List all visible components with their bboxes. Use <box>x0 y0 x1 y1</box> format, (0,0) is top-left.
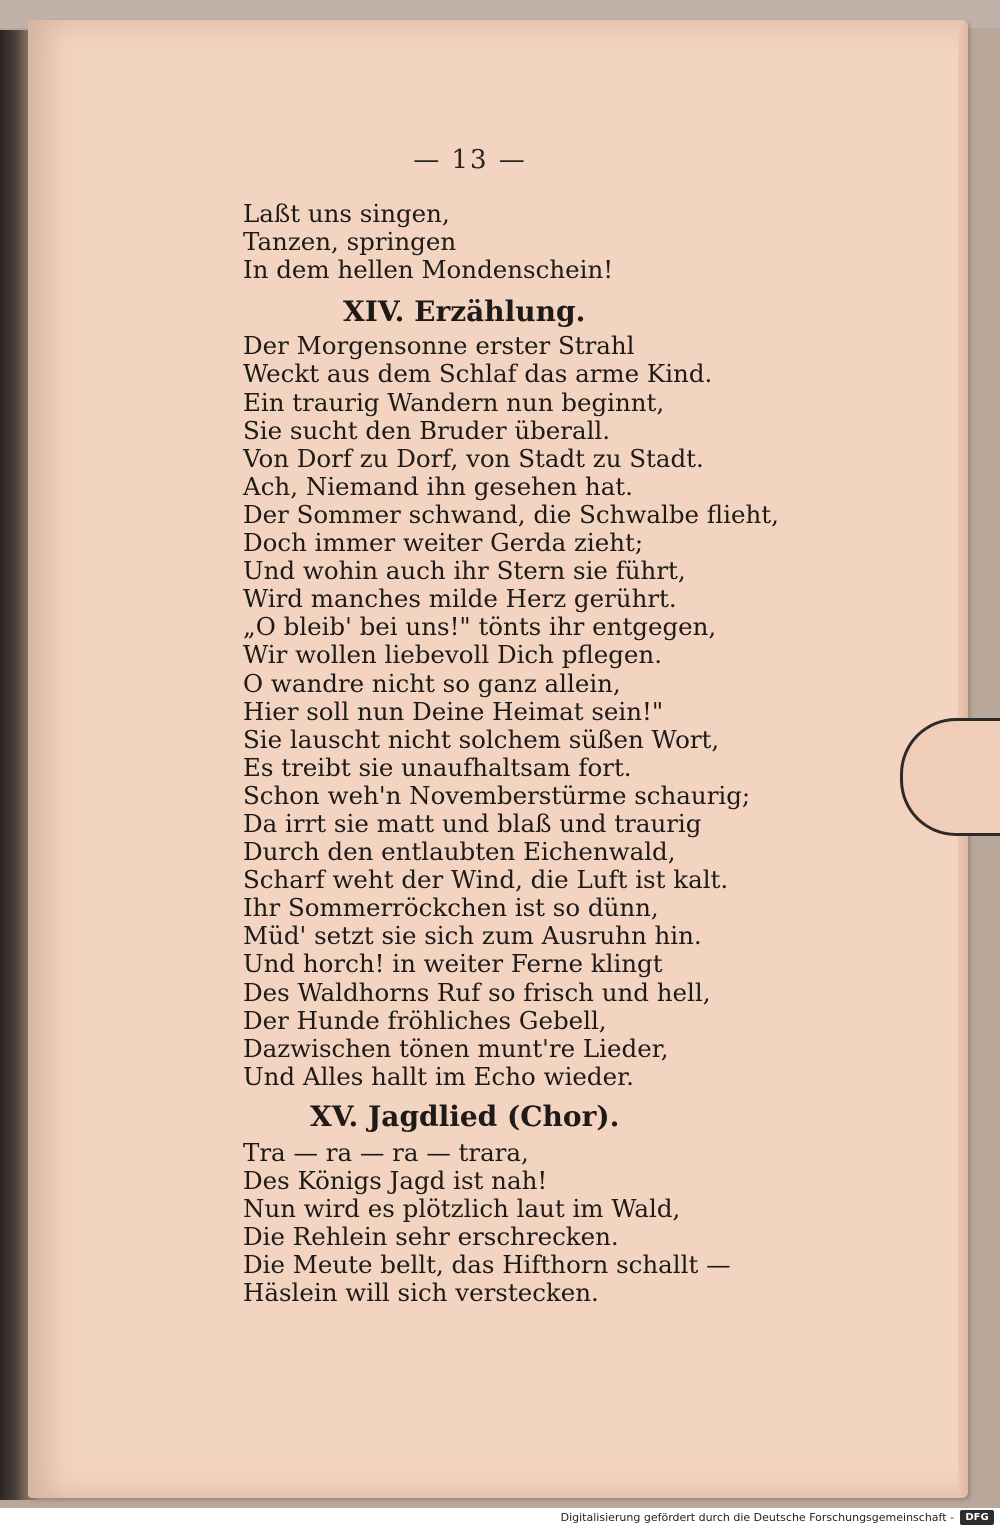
verse-line: In dem hellen Mondenschein! <box>243 255 614 285</box>
verse-line: Sie lauscht nicht solchem süßen Wort, <box>243 724 720 754</box>
verse-line: Tanzen, springen <box>243 227 457 257</box>
funding-credit: Digitalisierung gefördert durch die Deutsche Forschungsgemeinschaft - <box>560 1511 954 1524</box>
verse-line: O wandre nicht so ganz allein, <box>243 668 621 698</box>
verse-line: Ach, Niemand ihn gesehen hat. <box>243 471 633 501</box>
verse-line: Der Sommer schwand, die Schwalbe flieht, <box>243 499 779 529</box>
verse-line: Sie sucht den Bruder überall. <box>243 415 611 445</box>
verse-line: Da irrt sie matt und blaß und traurig <box>243 808 702 838</box>
verse-line: Der Hunde fröhliches Gebell, <box>243 1005 607 1035</box>
poem-text <box>243 200 803 1308</box>
verse-line: Nun wird es plötzlich laut im Wald, <box>243 1194 681 1224</box>
verse-line: Die Meute bellt, das Hifthorn schallt — <box>243 1250 731 1280</box>
verse-line: „O bleib' bei uns!" tönts ihr entgegen, <box>243 612 717 642</box>
page-number: — 13 — <box>413 145 527 175</box>
verse-line: Scharf weht der Wind, die Luft ist kalt. <box>243 865 729 895</box>
page-clip <box>900 718 1000 836</box>
verse-line: Häslein will sich verstecken. <box>243 1278 599 1308</box>
verse-line: Der Morgensonne erster Strahl <box>243 331 635 361</box>
verse-line: Dazwischen tönen munt're Lieder, <box>243 1033 669 1063</box>
dfg-logo-icon: DFG <box>960 1510 994 1525</box>
verse-line: Wird manches milde Herz gerührt. <box>243 584 677 614</box>
verse-line: Wir wollen liebevoll Dich pflegen. <box>243 640 662 670</box>
verse-line: Es treibt sie unaufhaltsam fort. <box>243 752 632 782</box>
verse-line: Durch den entlaubten Eichenwald, <box>243 837 676 867</box>
verse-line: Müd' setzt sie sich zum Ausruhn hin. <box>243 921 702 951</box>
verse-line: Tra — ra — ra — trara, <box>243 1138 529 1167</box>
verse-line: Schon weh'n Novemberstürme schaurig; <box>243 780 751 810</box>
verse-line: Ein traurig Wandern nun beginnt, <box>243 387 665 417</box>
verse-line: Und horch! in weiter Ferne klingt <box>243 949 663 979</box>
verse-line: Hier soll nun Deine Heimat sein!" <box>243 696 664 726</box>
verse-line: Weckt aus dem Schlaf das arme Kind. <box>243 359 713 389</box>
verse-line: Laßt uns singen, <box>243 199 450 228</box>
verse-line: Des Königs Jagd ist nah! <box>243 1166 548 1196</box>
section-heading-xv: XV. Jagdlied (Chor). <box>310 1099 620 1133</box>
section-heading-xiv: XIV. Erzählung. <box>343 295 586 329</box>
verse-line: Ihr Sommerröckchen ist so dünn, <box>243 893 659 923</box>
verse-line: Die Rehlein sehr erschrecken. <box>243 1222 619 1252</box>
verse-line: Doch immer weiter Gerda zieht; <box>243 528 644 558</box>
verse-line: Und wohin auch ihr Stern sie führt, <box>243 556 686 586</box>
verse-line: Von Dorf zu Dorf, von Stadt zu Stadt. <box>243 443 704 473</box>
verse-line: Und Alles hallt im Echo wieder. <box>243 1061 634 1091</box>
verse-line: Des Waldhorns Ruf so frisch und hell, <box>243 977 711 1007</box>
